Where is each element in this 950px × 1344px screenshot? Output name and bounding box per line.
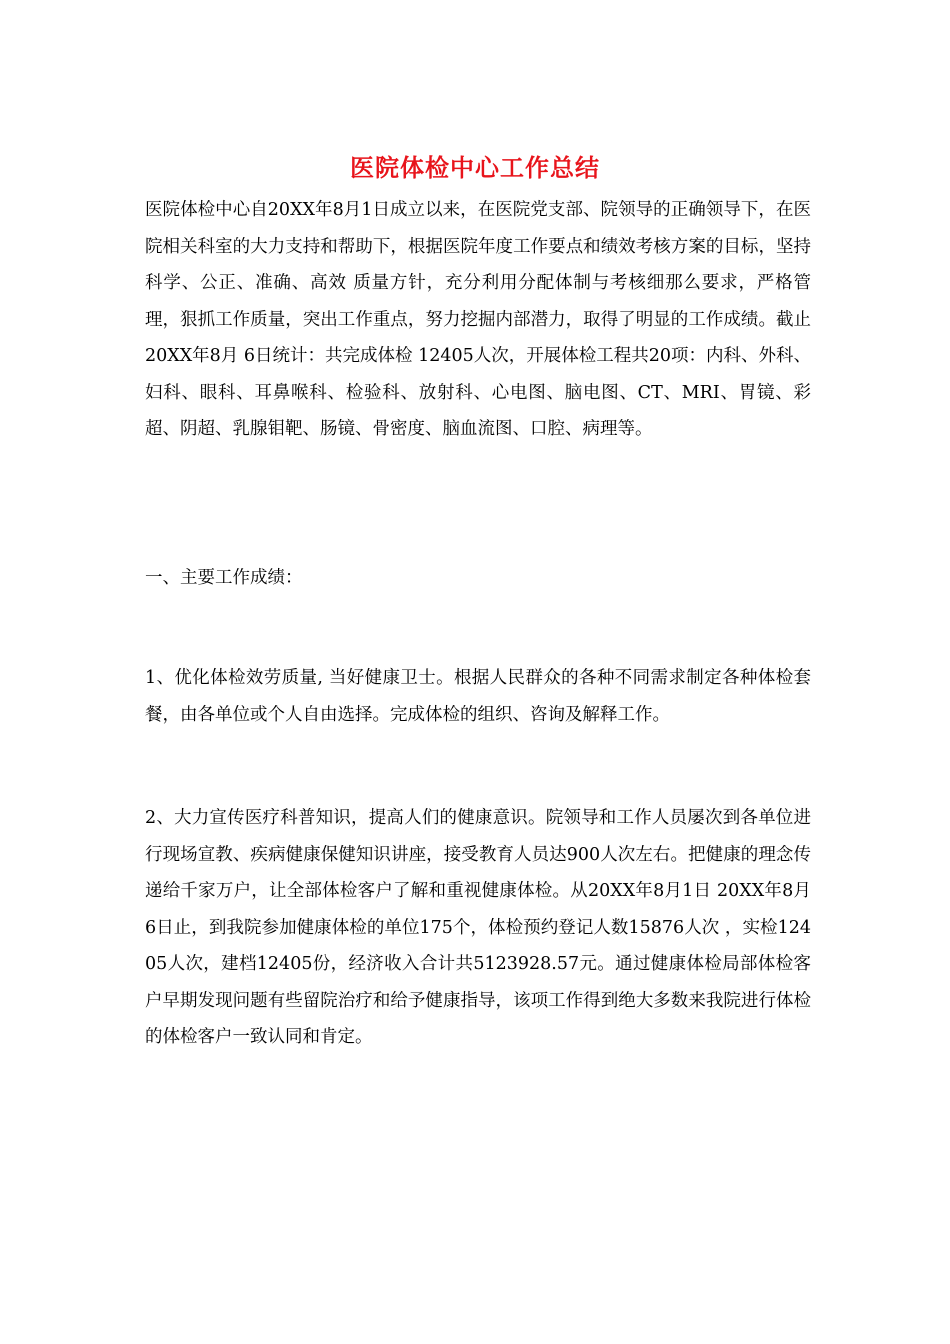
item-2-paragraph: 2、大力宣传医疗科普知识，提高人们的健康意识。院领导和工作人员屡次到各单位进行现场宣教、疾病健康保健知识讲座，接受教育人员达900人次左右。把健康的理念传递给千家万户，让全部体检客户了解和重视健康体检。从20XX年8月1日 20XX年8月6日止，到我院参加健康体检的单位175个，体检预约登记人数15876人次 ，实检12405人次，建档12405份，经济收入合计共5123928.57元。通过健康体检局部体检客户早期发现问题有些留院治疗和给予健康指导，该项工作得到绝大多数来我院进行体检的体检客户一致认同和肯定。 — [145, 808, 811, 1047]
intro-paragraph: 医院体检中心自20XX年8月1日成立以来，在医院党支部、院领导的正确领导下，在医院相关科室的大力支持和帮助下，根据医院年度工作要点和绩效考核方案的目标，坚持 科学、公正、准确、高效 质量方针，充分利用分配体制与考核细那么要求，严格管理，狠抓工作质量，突出工作重点，努力挖掘内部潜力，取得了明显的工作成绩。截止20XX年8月 6日统计：共完成体检 12405人次，开展体检工程共20项：内科、外科、妇科、眼科、耳鼻喉科、检验科、放射科、心电图、脑电图、CT、MRI、胃镜、彩超、阴超、乳腺钼靶、肠镜、骨密度、脑血流图、口腔、病理等。 — [145, 200, 812, 439]
item-1-paragraph: 1、优化体检效劳质量, 当好健康卫士。根据人民群众的各种不同需求制定各种体检套餐，由各单位或个人自由选择。完成体检的组织、咨询及解释工作。 — [145, 668, 811, 725]
document-title: 医院体检中心工作总结 — [350, 153, 600, 182]
section-heading: 一、主要工作成绩： — [145, 568, 303, 588]
